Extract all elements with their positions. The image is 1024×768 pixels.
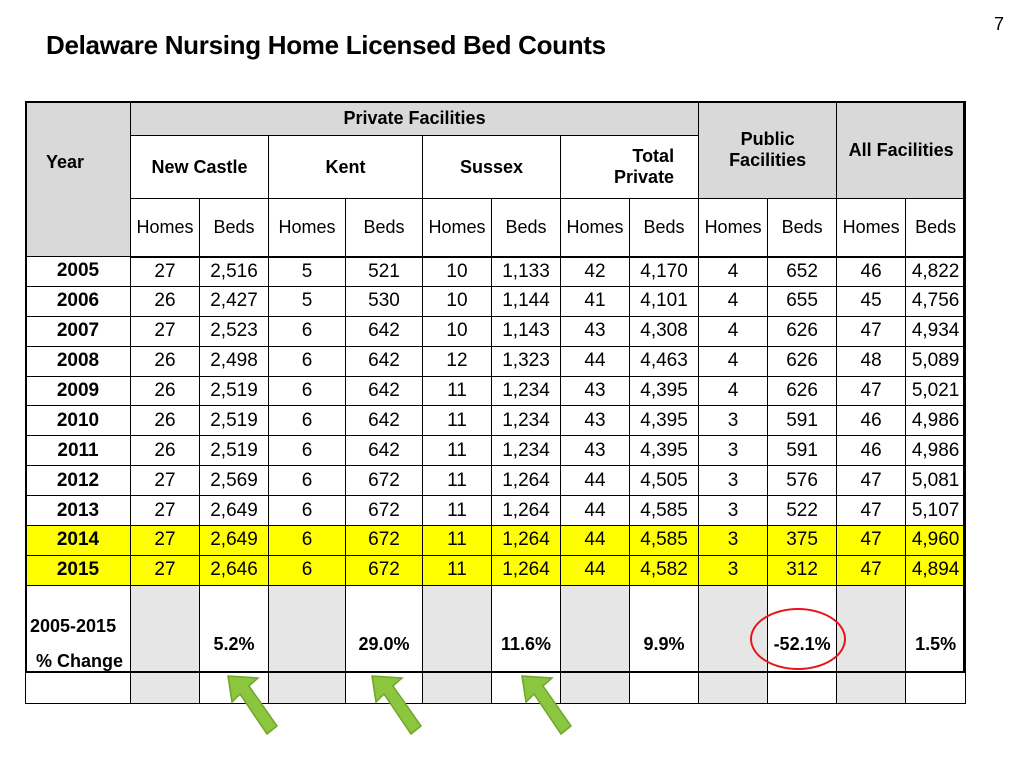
beds-cell: 1,264 [492,466,561,496]
homes-cell: 6 [269,316,346,346]
beds-cell: 4,894 [906,555,966,585]
beds-cell: 576 [768,466,837,496]
green-arrow-icon [516,672,576,740]
homes-cell: 47 [837,555,906,585]
beds-cell: 1,264 [492,496,561,526]
beds-cell: 655 [768,286,837,316]
sussex-header: Sussex [423,136,561,199]
beds-cell: 591 [768,406,837,436]
beds-header: Beds [346,199,423,257]
beds-cell: 642 [346,436,423,466]
homes-cell: 10 [423,316,492,346]
beds-cell: 1,234 [492,406,561,436]
homes-cell: 27 [131,555,200,585]
year-cell: 2007 [26,316,131,346]
beds-cell: 4,934 [906,316,966,346]
homes-cell: 6 [269,466,346,496]
beds-cell: 1,144 [492,286,561,316]
homes-cell: 26 [131,376,200,406]
homes-cell: 44 [561,466,630,496]
total-label-line1: Total [632,146,675,166]
beds-cell: 5,107 [906,496,966,526]
change-kent: 29.0% [346,585,423,703]
table-row [26,257,966,287]
table-row [26,466,966,496]
beds-cell: 2,646 [200,555,269,585]
homes-cell: 27 [131,466,200,496]
homes-cell: 47 [837,316,906,346]
beds-cell: 642 [346,406,423,436]
beds-cell: 4,101 [630,286,699,316]
homes-cell: 11 [423,555,492,585]
table-row [26,496,966,526]
homes-cell: 27 [131,316,200,346]
homes-cell: 11 [423,496,492,526]
homes-cell: 44 [561,496,630,526]
beds-cell: 2,523 [200,316,269,346]
public-label-line1: Public [740,129,795,149]
homes-header: Homes [423,199,492,257]
beds-cell: 4,585 [630,496,699,526]
change-all: 1.5% [906,585,966,703]
homes-cell: 6 [269,496,346,526]
empty-cell [131,585,200,703]
beds-cell: 626 [768,316,837,346]
all-facilities-header: All Facilities [837,102,966,199]
beds-cell: 626 [768,346,837,376]
homes-cell: 42 [561,257,630,287]
public-facilities-header [699,102,837,199]
beds-cell: 4,463 [630,346,699,376]
homes-cell: 27 [131,257,200,287]
beds-cell: 1,264 [492,526,561,556]
homes-cell: 44 [561,555,630,585]
total-label-line2: Private [614,167,675,187]
homes-cell: 26 [131,286,200,316]
green-arrow-icon [222,672,282,740]
empty-cell [423,585,492,703]
change-label-line2: % Change [36,651,124,672]
beds-cell: 4,756 [906,286,966,316]
beds-cell: 672 [346,555,423,585]
homes-cell: 5 [269,286,346,316]
homes-cell: 11 [423,526,492,556]
beds-cell: 2,519 [200,436,269,466]
year-cell: 2011 [26,436,131,466]
beds-cell: 4,986 [906,406,966,436]
total-private-header [561,136,699,199]
homes-cell: 11 [423,466,492,496]
homes-cell: 11 [423,406,492,436]
homes-cell: 10 [423,257,492,287]
homes-cell: 6 [269,376,346,406]
homes-header: Homes [131,199,200,257]
homes-cell: 4 [699,286,768,316]
homes-cell: 10 [423,286,492,316]
public-label-line2: Facilities [729,150,807,170]
homes-cell: 6 [269,346,346,376]
year-cell: 2014 [26,526,131,556]
beds-header: Beds [768,199,837,257]
beds-cell: 626 [768,376,837,406]
change-label [26,585,131,703]
beds-cell: 652 [768,257,837,287]
homes-cell: 27 [131,496,200,526]
table-row [26,555,966,585]
year-cell: 2015 [26,555,131,585]
beds-cell: 4,986 [906,436,966,466]
table-row [26,376,966,406]
homes-cell: 44 [561,346,630,376]
beds-cell: 4,505 [630,466,699,496]
year-header: Year [26,102,131,257]
homes-cell: 48 [837,346,906,376]
homes-cell: 3 [699,496,768,526]
beds-cell: 1,234 [492,376,561,406]
homes-cell: 6 [269,526,346,556]
homes-cell: 43 [561,436,630,466]
beds-header: Beds [492,199,561,257]
slide-number: 7 [993,14,1004,34]
beds-cell: 1,143 [492,316,561,346]
red-circle-annotation [750,608,846,670]
change-label-line1: 2005-2015 [30,616,117,637]
homes-cell: 4 [699,346,768,376]
change-sussex: 11.6% [492,585,561,703]
beds-cell: 642 [346,316,423,346]
beds-cell: 642 [346,346,423,376]
beds-cell: 4,582 [630,555,699,585]
beds-cell: 4,308 [630,316,699,346]
homes-cell: 3 [699,406,768,436]
beds-cell: 2,649 [200,496,269,526]
homes-cell: 3 [699,436,768,466]
beds-cell: 1,234 [492,436,561,466]
beds-cell: 530 [346,286,423,316]
homes-cell: 46 [837,436,906,466]
beds-cell: 591 [768,436,837,466]
beds-header: Beds [630,199,699,257]
new-castle-header: New Castle [131,136,269,199]
beds-cell: 1,323 [492,346,561,376]
change-new-castle: 5.2% [200,585,269,703]
homes-cell: 47 [837,526,906,556]
homes-cell: 41 [561,286,630,316]
year-cell: 2008 [26,346,131,376]
beds-cell: 1,133 [492,257,561,287]
year-cell: 2013 [26,496,131,526]
homes-cell: 27 [131,526,200,556]
beds-cell: 521 [346,257,423,287]
homes-cell: 6 [269,555,346,585]
green-arrow-icon [366,672,426,740]
homes-cell: 43 [561,316,630,346]
year-cell: 2006 [26,286,131,316]
beds-cell: 375 [768,526,837,556]
empty-cell [837,585,906,703]
table-row [26,286,966,316]
year-cell: 2012 [26,466,131,496]
beds-cell: 5,081 [906,466,966,496]
beds-header: Beds [200,199,269,257]
private-facilities-header: Private Facilities [131,102,699,136]
homes-cell: 26 [131,436,200,466]
homes-cell: 4 [699,257,768,287]
year-cell: 2009 [26,376,131,406]
beds-cell: 5,089 [906,346,966,376]
year-cell: 2010 [26,406,131,436]
homes-cell: 47 [837,496,906,526]
beds-cell: 672 [346,526,423,556]
change-total-private: 9.9% [630,585,699,703]
homes-cell: 4 [699,376,768,406]
beds-cell: 672 [346,496,423,526]
homes-header: Homes [837,199,906,257]
homes-cell: 3 [699,466,768,496]
homes-cell: 47 [837,466,906,496]
homes-header: Homes [561,199,630,257]
beds-cell: 4,960 [906,526,966,556]
beds-cell: 4,170 [630,257,699,287]
change-public: -52.1% [768,585,837,703]
homes-cell: 3 [699,526,768,556]
beds-cell: 5,021 [906,376,966,406]
homes-cell: 43 [561,406,630,436]
table-row [26,316,966,346]
beds-cell: 2,427 [200,286,269,316]
beds-cell: 642 [346,376,423,406]
homes-cell: 4 [699,316,768,346]
homes-cell: 46 [837,257,906,287]
page-title: Delaware Nursing Home Licensed Bed Counts [46,30,606,60]
beds-header: Beds [906,199,966,257]
homes-cell: 26 [131,346,200,376]
homes-header: Homes [699,199,768,257]
homes-cell: 45 [837,286,906,316]
beds-cell: 312 [768,555,837,585]
beds-cell: 2,519 [200,376,269,406]
homes-cell: 6 [269,436,346,466]
beds-cell: 4,395 [630,376,699,406]
table-row [26,406,966,436]
beds-cell: 4,585 [630,526,699,556]
homes-cell: 26 [131,406,200,436]
beds-cell: 4,395 [630,406,699,436]
homes-cell: 11 [423,376,492,406]
beds-cell: 2,519 [200,406,269,436]
homes-cell: 47 [837,376,906,406]
beds-cell: 2,569 [200,466,269,496]
homes-cell: 44 [561,526,630,556]
homes-cell: 46 [837,406,906,436]
homes-cell: 5 [269,257,346,287]
beds-cell: 4,395 [630,436,699,466]
table-row [26,526,966,556]
beds-cell: 4,822 [906,257,966,287]
homes-cell: 6 [269,406,346,436]
beds-cell: 1,264 [492,555,561,585]
homes-cell: 43 [561,376,630,406]
year-cell: 2005 [26,257,131,287]
table-row [26,436,966,466]
homes-header: Homes [269,199,346,257]
beds-cell: 2,498 [200,346,269,376]
homes-cell: 11 [423,436,492,466]
homes-cell: 12 [423,346,492,376]
beds-cell: 672 [346,466,423,496]
kent-header: Kent [269,136,423,199]
beds-cell: 522 [768,496,837,526]
beds-cell: 2,516 [200,257,269,287]
beds-cell: 2,649 [200,526,269,556]
table-row [26,346,966,376]
homes-cell: 3 [699,555,768,585]
